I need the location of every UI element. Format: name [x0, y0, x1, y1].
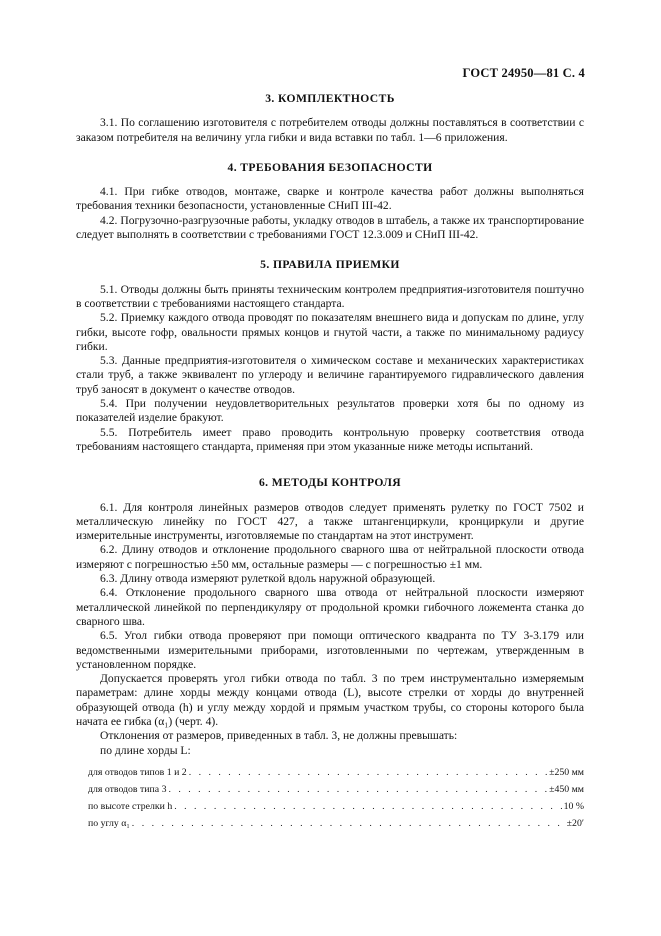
list-item: [76, 764, 584, 781]
tolerance-value: 10 %: [563, 800, 584, 812]
list-item: [76, 781, 584, 798]
tolerance-value: ±250 мм: [549, 766, 584, 778]
paragraph: 6.3. Длину отвода измеряют рулеткой вдоль наружной образующей.: [100, 572, 436, 586]
paragraph: 3.1. По соглашению изготовителя с потребителем отводы должны поставляться в соответствии с заказом потребителя на величину угла гибки и вида вставки по табл. 1—6 приложения.: [76, 116, 584, 144]
tolerance-value: ±20′: [566, 817, 584, 829]
paragraph: 6.2. Длину отводов и отклонение продольного сварного шва от нейтральной плоскости отвода измеряют с погрешностью ±50 мм, остальные размеры — с погрешностью ±1 мм.: [76, 543, 584, 571]
list-item: [76, 815, 584, 832]
section-heading: 3. КОМПЛЕКТНОСТЬ: [265, 92, 395, 105]
paragraph: 5.4. При получении неудовлетворительных результатов проверки хотя бы по одному из показателей изделие бракуют.: [76, 397, 584, 425]
paragraph: 6.5. Угол гибки отвода проверяют при помощи оптического квадранта по ТУ 3-3.179 или ведомственными измерительными приборами, изготовленными по чертежам, утвержденным в установленном порядке.: [76, 629, 584, 671]
paragraph: 6.1. Для контроля линейных размеров отводов следует применять рулетку по ГОСТ 7502 и металлическую линейку по ГОСТ 427, а также штангенциркули, кронциркули и другие измерительные инструменты, изготовляемые по стандартам на этот инструмент.: [76, 500, 584, 543]
tolerance-label: по углу α₁: [88, 817, 130, 829]
section-heading: 4. ТРЕБОВАНИЯ БЕЗОПАСНОСТИ: [227, 160, 433, 174]
paragraph: 4.2. Погрузочно-разгрузочные работы, укладку отводов в штабель, а также их транспортирование следует выполнять в соответствии с требованиями ГОСТ 12.3.009 и СНиП III-42.: [76, 213, 584, 242]
paragraph: 5.2. Приемку каждого отвода проводят по показателям внешнего вида и допускам по длине, углу гибки, высоте гофр, овальности прямых концов и гнутой части, а также по минимальному радиусу гибки.: [76, 311, 584, 353]
list-item: [76, 798, 584, 815]
tolerance-value: ±450 мм: [549, 783, 584, 795]
dot-leader: [132, 815, 565, 832]
page-content: [76, 92, 584, 848]
paragraph: Отклонения от размеров, приведенных в табл. 3, не должны превышать:: [100, 729, 458, 743]
dot-leader: [174, 798, 561, 815]
dot-leader: [189, 764, 547, 781]
page-header: ГОСТ 24950—81 С. 4: [462, 66, 585, 80]
paragraph: Допускается проверять угол гибки отвода по табл. 3 по трем инструментально измеряемым параметрам: длине хорды между концами отвода (L), высоте стрелки от хорды до внутренней образующей отвода (h) и углу между хордой и прямым участком трубы, со стороны которого была начата ее гибка (α₁) (черт. 4).: [76, 672, 584, 728]
section-4: [76, 161, 584, 242]
tolerance-label: по высоте стрелки h: [88, 800, 173, 812]
section-6: [76, 476, 584, 832]
section-heading: 5. ПРАВИЛА ПРИЕМКИ: [260, 258, 400, 272]
paragraph: 5.5. Потребитель имеет право проводить контрольную проверку соответствия отвода требованиям настоящего стандарта, применяя при этом указанные ниже методы испытаний.: [76, 425, 584, 453]
section-5: [76, 258, 584, 454]
tolerance-label: для отводов типа 3: [88, 783, 167, 795]
paragraph: 5.1. Отводы должны быть приняты техническим контролем предприятия-изготовителя поштучно в соответствии с требованиями настоящего стандарта.: [76, 282, 584, 310]
section-3: [76, 92, 584, 145]
section-heading: 6. МЕТОДЫ КОНТРОЛЯ: [258, 476, 402, 490]
paragraph: 5.3. Данные предприятия-изготовителя о химическом составе и механических характеристиках стали труб, а также эквивалент по углероду и величине гарантируемого гидравлического давления труб заносят в документ о качестве отводов.: [76, 354, 584, 396]
tolerance-list: [76, 764, 584, 832]
paragraph: 4.1. При гибке отводов, монтаже, сварке и контроле качества работ должны выполняться требования техники безопасности, установленные СНиП III-42.: [76, 185, 584, 213]
tolerance-label: для отводов типов 1 и 2: [88, 766, 187, 778]
dot-leader: [168, 781, 547, 798]
paragraph: 6.4. Отклонение продольного сварного шва отвода от нейтральной плоскости измеряют металлической линейкой по перпендикуляру от продольной кромки гибочного ложемента станка до сварного шва.: [76, 586, 584, 628]
paragraph: по длине хорды L:: [100, 743, 191, 757]
